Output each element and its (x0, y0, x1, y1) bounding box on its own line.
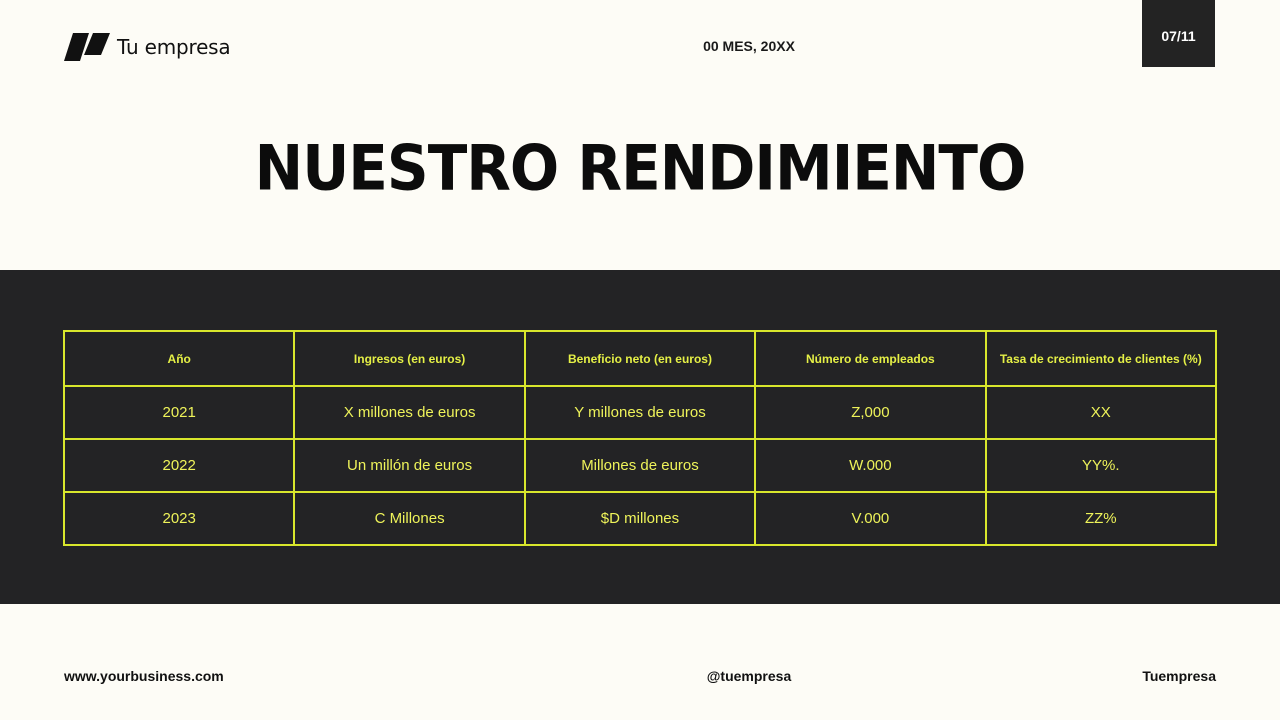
header-year: Año (64, 331, 294, 386)
cell-year: 2022 (64, 439, 294, 492)
performance-table (63, 330, 1217, 546)
cell-revenue: Un millón de euros (294, 439, 524, 492)
table-header-row (64, 331, 1216, 386)
header (0, 0, 1280, 80)
table-row (64, 439, 1216, 492)
table-row (64, 386, 1216, 439)
page-number-badge: 07/11 (1142, 0, 1215, 67)
cell-employees: W.000 (755, 439, 985, 492)
slanted-bars-logo-icon (64, 33, 110, 61)
footer-social-handle[interactable]: @tuempresa (706, 668, 792, 684)
cell-net-profit: Millones de euros (525, 439, 755, 492)
cell-revenue: C Millones (294, 492, 524, 545)
cell-year: 2023 (64, 492, 294, 545)
header-customer-growth: Tasa de crecimiento de clientes (%) (986, 331, 1216, 386)
header-revenue: Ingresos (en euros) (294, 331, 524, 386)
header-date: 00 MES, 20XX (703, 38, 795, 54)
cell-customer-growth: ZZ% (986, 492, 1216, 545)
cell-net-profit: $D millones (525, 492, 755, 545)
header-net-profit: Beneficio neto (en euros) (525, 331, 755, 386)
cell-customer-growth: YY%. (986, 439, 1216, 492)
header-employees: Número de empleados (755, 331, 985, 386)
cell-year: 2021 (64, 386, 294, 439)
page-title: NUESTRO RENDIMIENTO (254, 131, 1026, 205)
footer-brand: Tuempresa (1142, 668, 1216, 684)
company-logo[interactable] (64, 33, 230, 61)
cell-revenue: X millones de euros (294, 386, 524, 439)
cell-employees: Z,000 (755, 386, 985, 439)
company-name: Tu empresa (117, 35, 231, 59)
cell-customer-growth: XX (986, 386, 1216, 439)
footer-website-link[interactable]: www.yourbusiness.com (64, 668, 224, 684)
cell-employees: V.000 (755, 492, 985, 545)
cell-net-profit: Y millones de euros (525, 386, 755, 439)
table-row (64, 492, 1216, 545)
